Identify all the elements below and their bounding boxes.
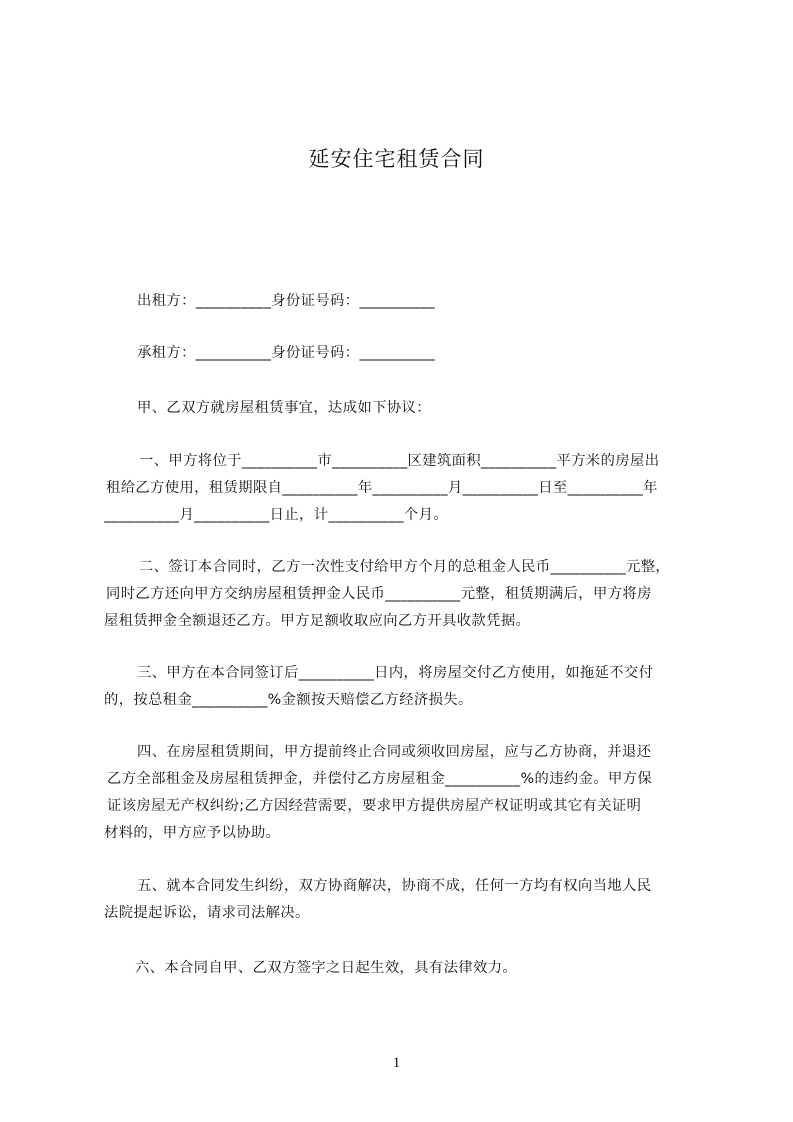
clause-2-line: 二、签订本合同时，乙方一次性支付给甲方个月的总租金人民币__________元整，: [139, 559, 671, 575]
clause-1-line: 租给乙方使用，租赁期限自__________年__________月__________日至__________年: [106, 480, 658, 496]
clause-1-line: __________月__________日止，计__________个月。: [104, 507, 449, 523]
clause-4-line: 材料的，甲方应予以协助。: [104, 825, 281, 841]
intro-line: 甲、乙双方就房屋租赁事宜，达成如下协议：: [137, 400, 431, 416]
lessee-line: 承租方：__________身份证号码：__________: [137, 345, 435, 361]
clause-2-line: 屋租赁押金全额退还乙方。甲方足额收取应向乙方开具收款凭据。: [104, 613, 531, 629]
clause-4-line: 乙方全部租金及房屋租赁押金，并偿付乙方房屋租金__________%的违约金。甲方保: [107, 771, 653, 787]
clause-2-line: 同时乙方还向甲方交纳房屋租赁押金人民币__________元整，租赁期满后，甲方将房: [106, 586, 652, 602]
lessor-line: 出租方：__________身份证号码：__________: [137, 293, 435, 309]
document-title: 延安住宅租赁合同: [308, 147, 485, 171]
clause-1-line: 一、甲方将位于__________市__________区建筑面积__________平方米的房屋出: [139, 453, 660, 469]
clause-5-line: 法院提起诉讼，请求司法解决。: [104, 905, 310, 921]
clause-3-line: 三、甲方在本合同签订后__________日内，将房屋交付乙方使用，如拖延不交付: [137, 665, 654, 681]
clause-3-line: 的，按总租金__________%金额按天赔偿乙方经济损失。: [104, 692, 473, 708]
page-number: 1: [392, 1055, 401, 1071]
clause-6-line: 六、本合同自甲、乙双方签字之日起生效，具有法律效力。: [135, 960, 518, 976]
clause-4-line: 四、在房屋租赁期间，甲方提前终止合同或须收回房屋，应与乙方协商，并退还: [137, 744, 652, 760]
clause-4-line: 证该房屋无产权纠纷;乙方因经营需要，要求甲方提供房屋产权证明或其它有关证明: [107, 798, 642, 814]
clause-5-line: 五、就本合同发生纠纷，双方协商解决，协商不成，任何一方均有权向当地人民: [137, 878, 652, 894]
